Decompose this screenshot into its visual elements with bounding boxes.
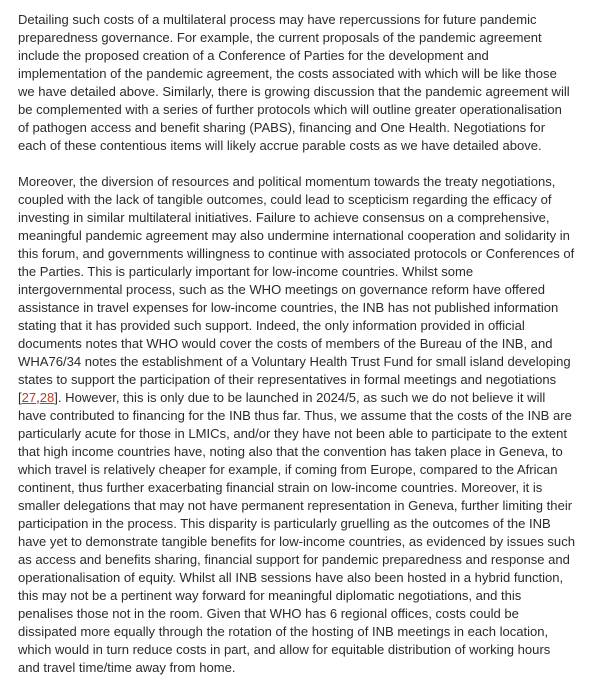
- paragraph-1: Detailing such costs of a multilateral process may have repercussions for future pandemic preparedness governance. For example, the current proposals of the pandemic agreement include the proposed creation of a Conference of Parties for the development and implementation of the pandemic agreement, the costs associated with which will be like those we have detailed above. Similarly, there is growing discussion that the pandemic agreement will be complemented with a series of further protocols which will outline greater operationalisation of pathogen access and benefit sharing (PABS), financing and One Health. Negotiations for each of these contentious items will likely accrue parable costs as we have detailed above.: [18, 12, 570, 153]
- citation-link-27[interactable]: 27: [21, 390, 37, 405]
- citation-separator: ,: [36, 390, 40, 405]
- paragraph-2-text-after-refs: ]. However, this is only due to be launched in 2024/5, as such we do not believe it will have contributed to financing for the INB thus far. Thus, we assume that the costs of the INB are particularly acute for those in LMICs, and/or they have not been able to participate to the extent that high income countries have, noting also that the convention has taken place in Geneva, to which travel is relatively cheaper for example, if coming from Europe, compared to the African continent, thus further exacerbating financial strain on low-income countries. Moreover, it is smaller delegations that may not have permanent representation in Geneva, further limiting their participation in the process. This disparity is particularly gruelling as the outcomes of the INB have yet to demonstrate tangible benefits for low-income countries, as evidenced by issues such as access and benefits sharing, financial support for pandemic preparedness and response and operationalisation of equity. Whilst all INB sessions have also been hosted in a hybrid function, this may not be a pertinent way forward for meaningful diplomatic negotiations, and this penalises those not in the room. Given that WHO has 6 regional offices, costs could be dissipated more equally through the rotation of the hosting of INB meetings in each location, which would in turn reduce costs in part, and allow for equitable distribution of working hours and travel time/time away from home.: [18, 390, 575, 675]
- article-body: [18, 11, 575, 695]
- paragraph-2-text-before-refs: Moreover, the diversion of resources and political momentum towards the treaty negotiations, coupled with the lack of tangible outcomes, could lead to scepticism regarding the efficacy of investing in similar multilateral initiatives. Failure to achieve consensus on a comprehensive, meaningful pandemic agreement may also undermine international cooperation and solidarity in this forum, and governments willingness to continue with associated protocols or Conferences of the Parties. This is particularly important for low-income countries. Whilst some intergovernmental process, such as the WHO meetings on governance reform have offered assistance in travel expenses for low-income countries, the INB has not published information stating that it has provided such support. Indeed, the only information provided in official documents notes that WHO would cover the costs of members of the Bureau of the INB, and WHA76/34 notes the establishment of a Voluntary Health Trust Fund for small island developing states to support the participation of their representatives in formal meetings and negotiations [: [18, 174, 575, 405]
- citation-link-28[interactable]: 28: [39, 390, 55, 405]
- paragraph-2: [18, 173, 575, 677]
